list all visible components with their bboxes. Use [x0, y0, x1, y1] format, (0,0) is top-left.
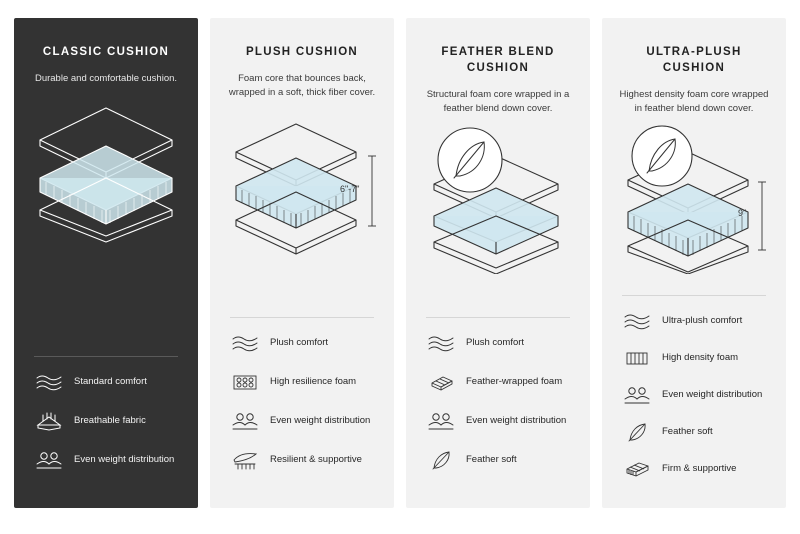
card-description: Highest density foam core wrapped in feather blend down cover. [619, 89, 769, 114]
high-density-foam-icon [622, 345, 652, 371]
feature-list-feather-blend [420, 317, 576, 492]
feature-label: Plush comfort [466, 336, 525, 348]
cushion-diagram-plush [222, 108, 382, 258]
waves-icon [622, 308, 652, 334]
card-title: FEATHER BLEND CUSHION [441, 46, 555, 74]
feature-label: Even weight distribution [270, 414, 371, 426]
cushion-diagram-ultra-plush [614, 124, 774, 274]
feature-label: High resilience foam [270, 375, 357, 387]
feather-icon [622, 419, 652, 445]
feature-label: Standard comfort [74, 375, 147, 387]
waves-icon [34, 369, 64, 395]
feature-label: Plush comfort [270, 336, 329, 348]
feature-item [34, 447, 178, 473]
feature-label: Feather soft [662, 425, 713, 437]
feature-item [34, 408, 178, 434]
feature-label: Feather-wrapped foam [466, 375, 563, 387]
feather-icon [426, 447, 456, 473]
feature-item [426, 330, 570, 356]
feature-label: Even weight distribution [74, 453, 175, 465]
feather-wrapped-foam-icon [426, 369, 456, 395]
measurement-label: 6"-7" [340, 184, 360, 194]
feature-list-plush [224, 317, 380, 492]
cushion-diagram-classic [26, 94, 186, 244]
card-title: CLASSIC CUSHION [42, 46, 170, 58]
feature-label: Resilient & supportive [270, 453, 362, 465]
divider [426, 317, 570, 318]
even-weight-icon [426, 408, 456, 434]
even-weight-icon [34, 447, 64, 473]
divider [230, 317, 374, 318]
feature-list-ultra-plush [616, 295, 772, 492]
card-feather-blend-cushion [406, 18, 590, 508]
feature-label: Ultra-plush comfort [662, 314, 743, 326]
card-classic-cushion [14, 18, 198, 508]
feature-item [622, 308, 766, 334]
resilient-support-icon [230, 447, 260, 473]
even-weight-icon [622, 382, 652, 408]
divider [622, 295, 766, 296]
feature-label: High density foam [662, 351, 739, 363]
measurement-label: 9" [738, 208, 747, 218]
feature-label: Firm & supportive [662, 462, 737, 474]
card-description: Foam core that bounces back, wrapped in a soft, thick fiber cover. [228, 73, 376, 98]
high-resilience-foam-icon [230, 369, 260, 395]
feature-item [34, 369, 178, 395]
card-title: ULTRA-PLUSH CUSHION [646, 46, 742, 74]
card-ultra-plush-cushion [602, 18, 786, 508]
feature-item [622, 419, 766, 445]
card-plush-cushion [210, 18, 394, 508]
cushion-diagram-feather-blend [418, 124, 578, 274]
feature-label: Feather soft [466, 453, 517, 465]
waves-icon [230, 330, 260, 356]
card-description: Durable and comfortable cushion. [34, 73, 178, 84]
feature-item [230, 447, 374, 473]
feature-item [622, 456, 766, 482]
feature-item [230, 330, 374, 356]
even-weight-icon [230, 408, 260, 434]
firm-supportive-icon [622, 456, 652, 482]
feature-item [622, 382, 766, 408]
divider [34, 356, 178, 357]
feature-list-classic [28, 356, 184, 492]
feature-label: Breathable fabric [74, 414, 146, 426]
feature-item [426, 408, 570, 434]
feature-item [230, 369, 374, 395]
feature-item [230, 408, 374, 434]
breathable-fabric-icon [34, 408, 64, 434]
card-description: Structural foam core wrapped in a feather blend down cover. [426, 89, 570, 114]
feature-label: Even weight distribution [662, 388, 763, 400]
card-title: PLUSH CUSHION [245, 46, 359, 58]
waves-icon [426, 330, 456, 356]
feature-label: Even weight distribution [466, 414, 567, 426]
feature-item [622, 345, 766, 371]
feature-item [426, 369, 570, 395]
feature-item [426, 447, 570, 473]
